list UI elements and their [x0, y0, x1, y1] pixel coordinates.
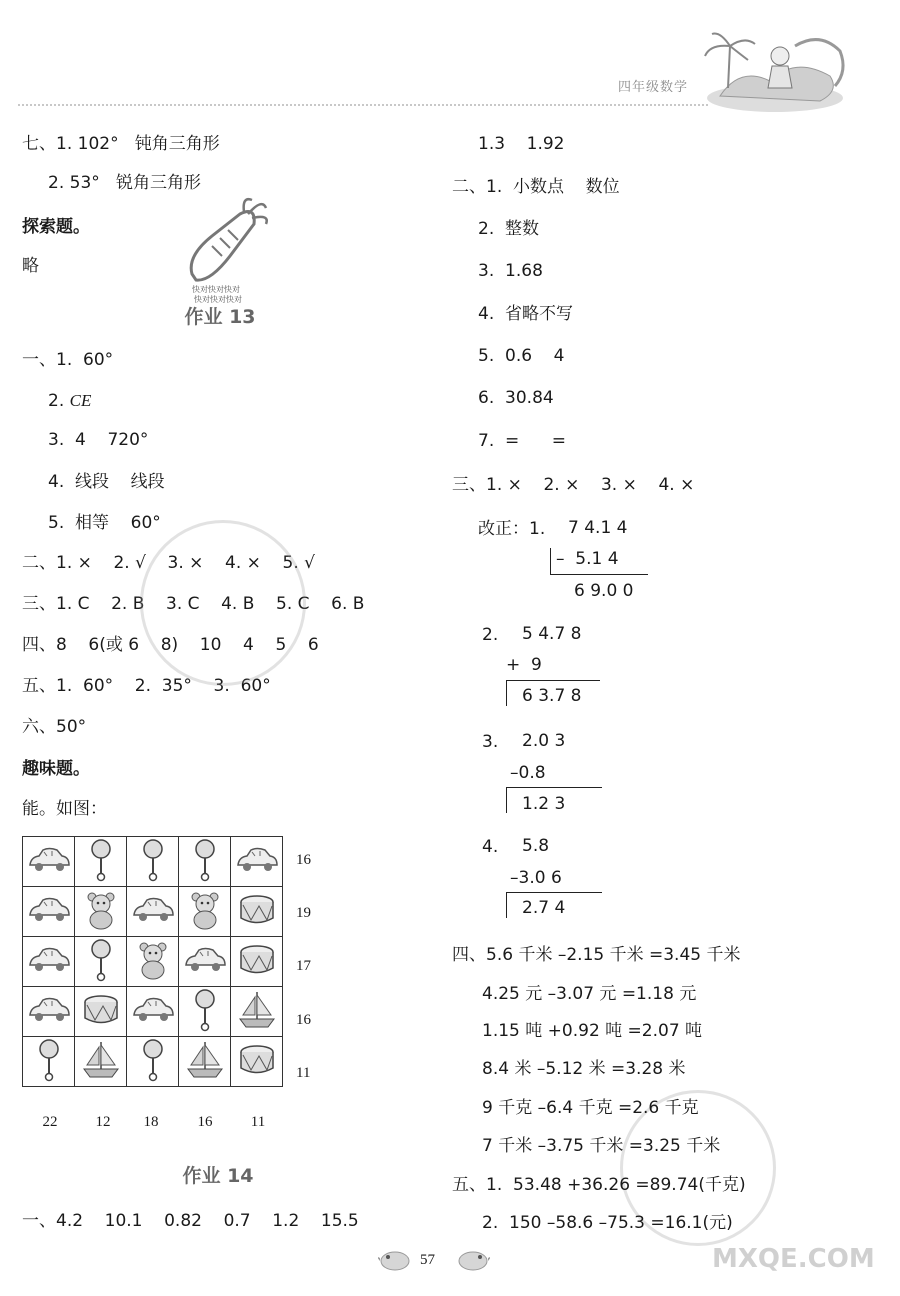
- calc-mid: + 9: [506, 655, 542, 675]
- answer-r5-1: 五、1. 53.48 +36.26 =89.74(千克): [452, 1175, 746, 1195]
- calc-2-number: 2.: [482, 625, 499, 645]
- ship-icon: [75, 1037, 127, 1087]
- bear-icon: [75, 887, 127, 937]
- ship-icon: [179, 1037, 231, 1087]
- calc-top: 5.8: [522, 836, 550, 856]
- row-sum: 16: [296, 852, 311, 868]
- rattle-icon: [75, 837, 127, 887]
- correction-label: 改正：1.: [478, 519, 546, 539]
- calc-top: 5 4.7 8: [522, 624, 582, 644]
- drum-icon: [231, 887, 283, 937]
- answer-3: 三、1. C 2. B 3. C 4. B 5. C 6. B: [22, 594, 365, 614]
- answer-r1: 1.3 1.92: [478, 134, 565, 154]
- bear-icon: [179, 887, 231, 937]
- calc-4-number: 4.: [482, 837, 499, 857]
- car-icon: [23, 987, 75, 1037]
- rattle-icon: [127, 837, 179, 887]
- drum-icon: [75, 987, 127, 1037]
- grid-row: [23, 837, 283, 887]
- row-sum: 19: [296, 905, 311, 921]
- car-icon: [127, 987, 179, 1037]
- answer-r4-2: 4.25 元 –3.07 元 =1.18 元: [482, 984, 697, 1004]
- answer-7-1: 七、1. 102° 钝角三角形: [22, 134, 220, 154]
- ship-icon: [231, 987, 283, 1037]
- answer-1-1: 一、1. 60°: [22, 350, 114, 370]
- carrot-caption-2: 快对快对快对: [194, 295, 242, 304]
- answer-r2-7: 7. = =: [478, 431, 566, 451]
- rattle-icon: [23, 1037, 75, 1087]
- section-title-hw14: 作业 14: [182, 1165, 254, 1187]
- grid-row: [23, 987, 283, 1037]
- bird-icon: [456, 1246, 490, 1272]
- calc-top: 2.0 3: [522, 731, 566, 751]
- answer-7-2: 2. 53° 锐角三角形: [48, 173, 201, 193]
- col-sum: 22: [42, 1114, 58, 1130]
- calc-top: 7 4.1 4: [568, 518, 628, 538]
- answer-r5-2: 2. 150 –58.6 –75.3 =16.1(元): [482, 1213, 733, 1233]
- answer-r2-1: 二、1. 小数点 数位: [452, 177, 620, 197]
- col-sum: 11: [250, 1114, 266, 1130]
- answer-6: 六、50°: [22, 717, 87, 737]
- answer-r2-2: 2. 整数: [478, 219, 540, 239]
- site-watermark: MXQE.COM: [712, 1244, 875, 1274]
- answer-r4-6: 7 千米 –3.75 千米 =3.25 千米: [482, 1136, 721, 1156]
- answer-hw14-1: 一、4.2 10.1 0.82 0.7 1.2 15.5: [22, 1211, 359, 1231]
- answer-5: 五、1. 60° 2. 35° 3. 60°: [22, 676, 271, 696]
- fun-title: 趣味题。: [22, 759, 90, 779]
- toy-grid: [22, 836, 283, 1087]
- answer-4: 四、8 6(或 6 8) 10 4 5 6: [22, 635, 319, 655]
- answer-1-3: 3. 4 720°: [48, 430, 149, 450]
- row-sum: 16: [296, 1012, 311, 1028]
- calc-mid: – 5.1 4: [556, 549, 619, 569]
- drum-icon: [231, 1037, 283, 1087]
- fun-answer: 能。如图：: [22, 799, 107, 819]
- col-sum: 18: [143, 1114, 159, 1130]
- bird-icon: [378, 1246, 412, 1272]
- answer-r4-3: 1.15 吨 +0.92 吨 =2.07 吨: [482, 1021, 703, 1041]
- answer-r4-4: 8.4 米 –5.12 米 =3.28 米: [482, 1059, 686, 1079]
- rattle-icon: [179, 987, 231, 1037]
- calc-result: 6 9.0 0: [574, 581, 634, 601]
- col-sum: 16: [197, 1114, 213, 1130]
- col-sum: 12: [95, 1114, 111, 1130]
- answer-r3: 三、1. × 2. × 3. × 4. ×: [452, 475, 695, 495]
- answer-r2-4: 4. 省略不写: [478, 304, 574, 324]
- calc-result: 1.2 3: [522, 794, 566, 814]
- page-number: 57: [420, 1252, 435, 1268]
- car-icon: [127, 887, 179, 937]
- drum-icon: [231, 937, 283, 987]
- answer-1-4: 4. 线段 线段: [48, 472, 165, 492]
- answer-1-2: 2. CE: [48, 391, 92, 411]
- calc-3-number: 3.: [482, 732, 499, 752]
- grid-row: [23, 937, 283, 987]
- explore-title: 探索题。: [22, 217, 90, 237]
- car-icon: [23, 937, 75, 987]
- explore-answer: 略: [22, 256, 39, 276]
- answer-r2-6: 6. 30.84: [478, 388, 554, 408]
- calc-result: 2.7 4: [522, 898, 566, 918]
- grid-row: [23, 1037, 283, 1087]
- rattle-icon: [75, 937, 127, 987]
- bear-icon: [127, 937, 179, 987]
- answer-1-5: 5. 相等 60°: [48, 513, 161, 533]
- calc-mid: –0.8: [510, 763, 546, 783]
- answer-2: 二、1. × 2. √ 3. × 4. × 5. √: [22, 553, 315, 573]
- calc-mid: –3.0 6: [510, 868, 562, 888]
- row-sum: 17: [296, 958, 311, 974]
- answer-r4-5: 9 千克 –6.4 千克 =2.6 千克: [482, 1098, 699, 1118]
- carrot-caption-1: 快对快对快对: [192, 285, 240, 294]
- beach-boy-illustration: [700, 26, 850, 116]
- carrot-icon: [182, 196, 272, 306]
- answer-r2-3: 3. 1.68: [478, 261, 543, 281]
- stamp-watermark-left: [140, 520, 306, 686]
- header-divider: [18, 104, 708, 106]
- grid-row: [23, 887, 283, 937]
- car-icon: [23, 837, 75, 887]
- car-icon: [179, 937, 231, 987]
- header-title: 四年级数学: [618, 80, 689, 95]
- row-sum: 11: [296, 1065, 311, 1081]
- car-icon: [231, 837, 283, 887]
- rattle-icon: [179, 837, 231, 887]
- answer-r2-5: 5. 0.6 4: [478, 346, 565, 366]
- answer-r4-1: 四、5.6 千米 –2.15 千米 =3.45 千米: [452, 945, 741, 965]
- calc-result: 6 3.7 8: [522, 686, 582, 706]
- rattle-icon: [127, 1037, 179, 1087]
- car-icon: [23, 887, 75, 937]
- section-title-hw13: 作业 13: [184, 306, 256, 328]
